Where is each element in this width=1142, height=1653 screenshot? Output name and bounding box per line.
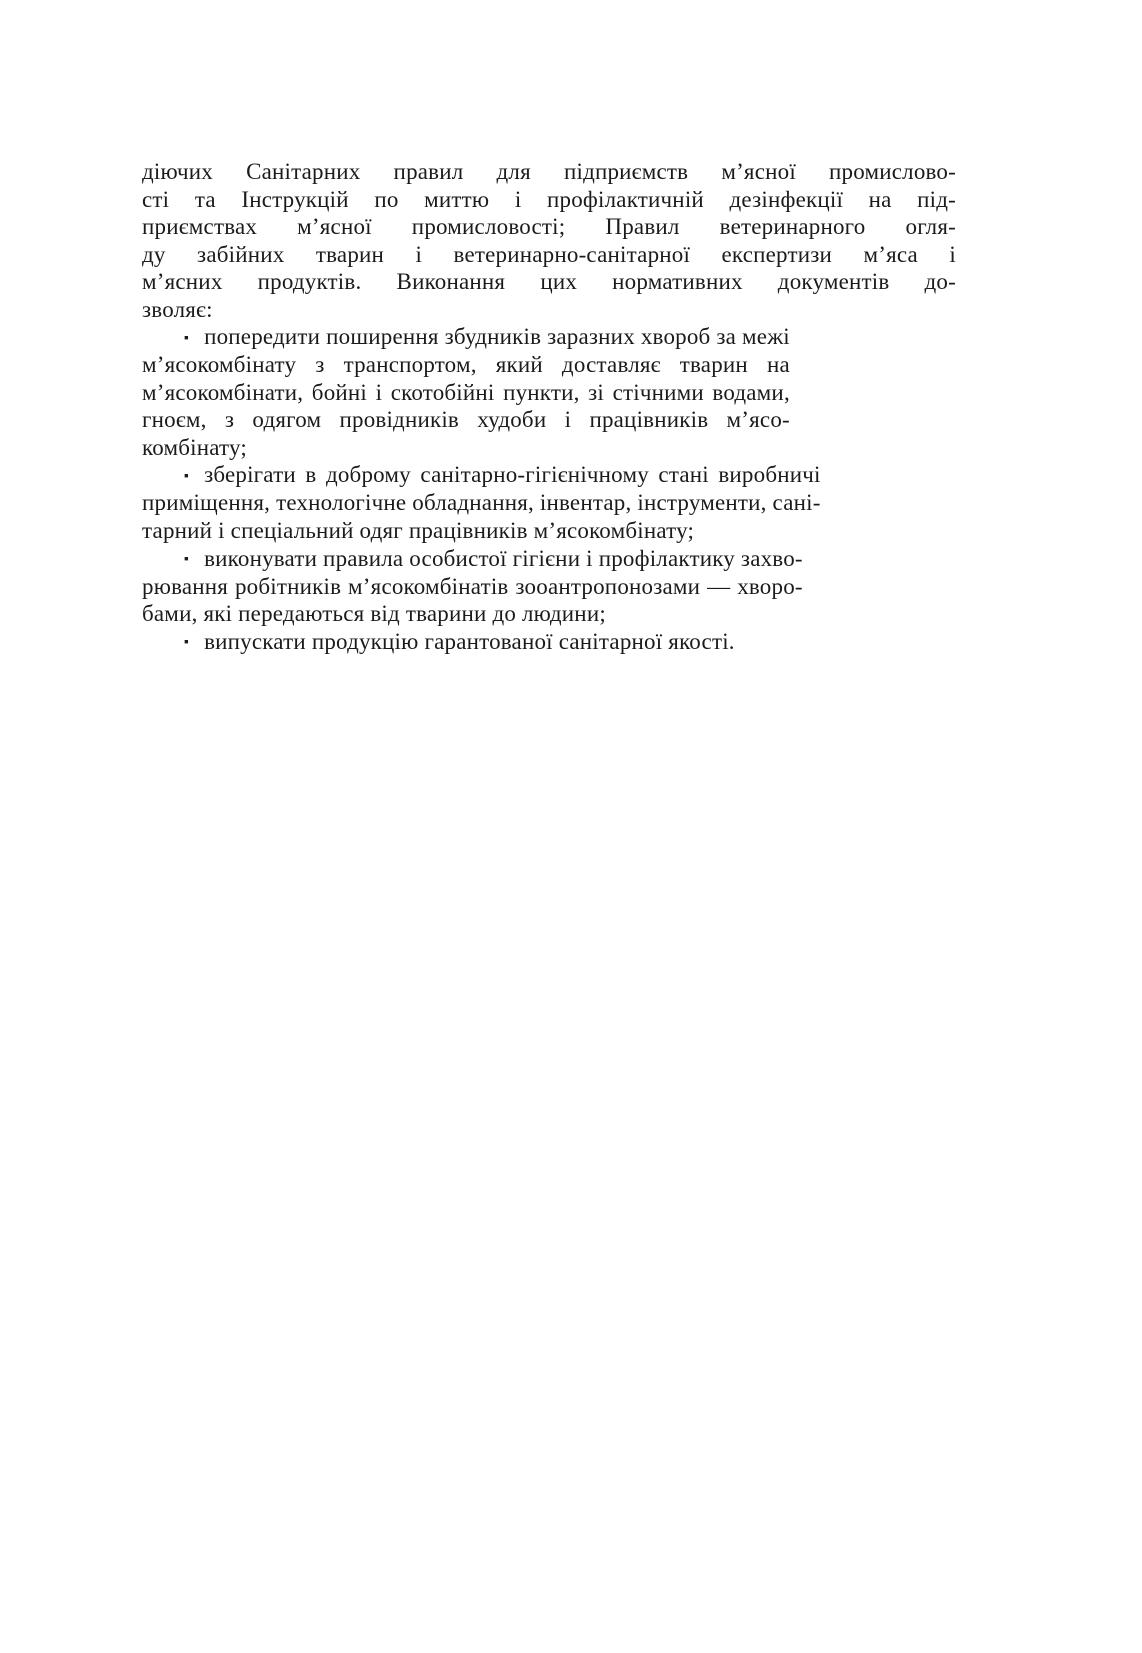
text-line: зволяє: [142, 296, 213, 322]
bullet-item [142, 545, 803, 628]
text-line: приміщення, технологічне обладнання, інвентар, інструменти, сані- [142, 490, 821, 516]
text-line-text: випускати продукцію гарантованої санітарної якості. [204, 628, 735, 654]
text-line-text: попередити поширення збудників заразних хвороб за межі [204, 324, 790, 349]
text-line: бами, які передаються від тварини до людини; [142, 601, 606, 627]
text-block [142, 158, 956, 656]
paragraph [142, 158, 956, 323]
text-line: ду забійних тварин і ветеринарно-санітарної експертизи м’яса і [142, 241, 956, 267]
text-line: рювання робітників м’ясокомбінатів зооантропонозами — хворо- [142, 573, 803, 599]
text-line [142, 323, 790, 351]
bullet-item [142, 628, 735, 656]
text-line: комбінату; [142, 434, 247, 460]
text-line [142, 628, 735, 656]
text-line-text: зберігати в доброму санітарно-гігієнічному стані виробничі [204, 462, 821, 488]
text-line: тарний і спеціальний одяг працівників м’ясокомбінату; [142, 517, 695, 543]
bullet-square-icon: ▪ [184, 329, 190, 345]
text-line: діючих Санітарних правил для підприємств м’ясної промислово- [142, 159, 956, 184]
text-line [142, 545, 803, 573]
bullet-item [142, 323, 790, 461]
text-line: гноєм, з одягом провідників худоби і працівників м’ясо- [142, 407, 790, 433]
text-line: м’ясокомбінату з транспортом, який доставляє тварин на [142, 352, 790, 378]
bullet-item [142, 461, 821, 544]
bullet-square-icon: ▪ [184, 551, 190, 567]
text-line: сті та Інструкцій по миттю і профілактичній дезінфекції на під- [142, 186, 956, 212]
bullet-square-icon: ▪ [184, 467, 190, 483]
text-line-text: виконувати правила особистої гігієни і профілактику захво- [204, 545, 803, 571]
text-line [142, 461, 821, 489]
text-line: приємствах м’ясної промисловості; Правил ветеринарного огля- [142, 214, 956, 239]
text-line: м’ясокомбінати, бойні і скотобійні пункти, зі стічними водами, [142, 379, 790, 405]
text-line: м’ясних продуктів. Виконання цих нормативних документів до- [142, 269, 956, 294]
bullet-square-icon: ▪ [184, 634, 190, 650]
